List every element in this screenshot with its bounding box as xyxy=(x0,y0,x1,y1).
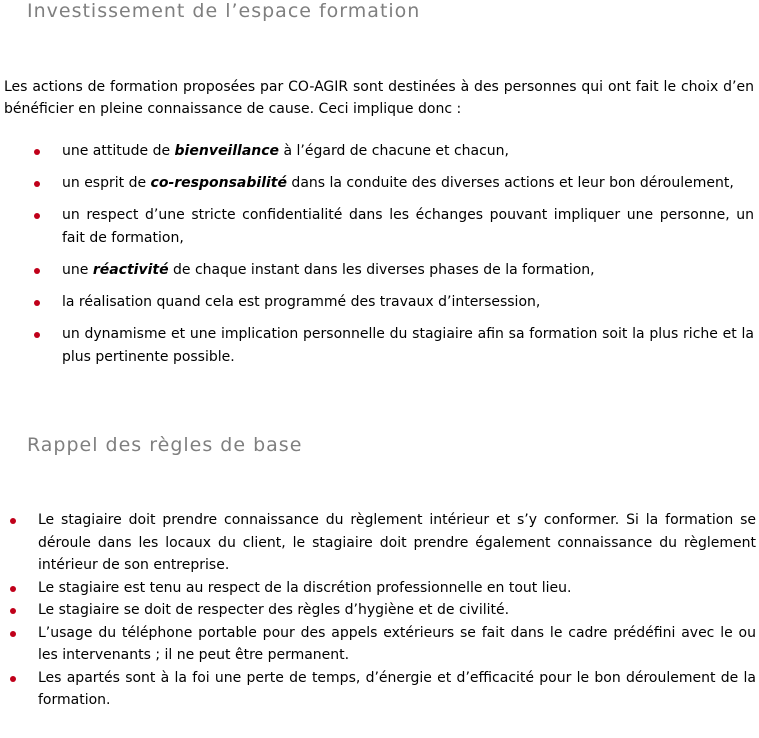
list-item xyxy=(62,323,754,369)
emphasis-text: co-responsabilité xyxy=(150,175,287,191)
bullet-icon xyxy=(34,181,40,187)
bullet-icon xyxy=(34,213,40,219)
list-item-text: une attitude de bienveillance à l’égard de chacune et chacun, xyxy=(62,143,509,159)
list-item xyxy=(38,577,756,600)
list-item xyxy=(62,140,754,163)
section-title-investissement: Investissement de l’espace formation xyxy=(27,0,421,22)
list-item-text: un dynamisme et une implication personnelle du stagiaire afin sa formation soit la plus riche et la plus pertinente possible. xyxy=(62,326,754,365)
list-item-text: L’usage du téléphone portable pour des appels extérieurs se fait dans le cadre prédéfini avec le ou les intervenants ; il ne peut être permanent. xyxy=(38,624,756,663)
list-item xyxy=(38,622,756,667)
emphasis-text: bienveillance xyxy=(174,143,280,159)
bullet-icon xyxy=(10,608,16,614)
bullet-icon xyxy=(34,149,40,155)
list-item-text: une réactivité de chaque instant dans les diverses phases de la formation, xyxy=(62,262,595,278)
bullet-icon xyxy=(10,586,16,592)
emphasis-text: réactivité xyxy=(92,262,169,278)
bullet-icon xyxy=(34,268,40,274)
list-item-text: Les apartés sont à la foi une perte de temps, d’énergie et d’efficacité pour le bon déroulement de la formation. xyxy=(38,669,756,708)
intro-paragraph: Les actions de formation proposées par CO-AGIR sont destinées à des personnes qui ont fait le choix d’en bénéficier en pleine connaissance de cause. Ceci implique donc : xyxy=(4,79,754,117)
bullet-icon xyxy=(10,518,16,524)
list-item-text: Le stagiaire doit prendre connaissance du règlement intérieur et s’y conformer. Si la formation se déroule dans les locaux du client, le stagiaire doit prendre également connaissance du règlement intérieur de son entreprise. xyxy=(38,512,756,573)
list-item xyxy=(62,259,754,282)
list-item-text: Le stagiaire est tenu au respect de la discrétion professionnelle en tout lieu. xyxy=(38,579,572,596)
list-item xyxy=(62,172,754,195)
bullet-icon xyxy=(34,300,40,306)
list-item-text: un respect d’une stricte confidentialité dans les échanges pouvant impliquer une personne, un fait de formation, xyxy=(62,207,754,246)
section-title-rappel: Rappel des règles de base xyxy=(27,434,303,456)
list-item-text: la réalisation quand cela est programmé des travaux d’intersession, xyxy=(62,294,541,310)
list-item-text: un esprit de co-responsabilité dans la conduite des diverses actions et leur bon déroulement, xyxy=(62,175,734,191)
bullet-icon xyxy=(10,631,16,637)
list-item-text: Le stagiaire se doit de respecter des règles d’hygiène et de civilité. xyxy=(38,602,510,618)
bullet-icon xyxy=(10,676,16,682)
rules-list xyxy=(38,509,756,712)
list-item xyxy=(38,599,756,622)
list-item xyxy=(62,204,754,250)
bullet-icon xyxy=(34,332,40,338)
engagement-list xyxy=(62,140,754,378)
list-item xyxy=(38,509,756,577)
list-item xyxy=(62,291,754,314)
list-item xyxy=(38,667,756,712)
